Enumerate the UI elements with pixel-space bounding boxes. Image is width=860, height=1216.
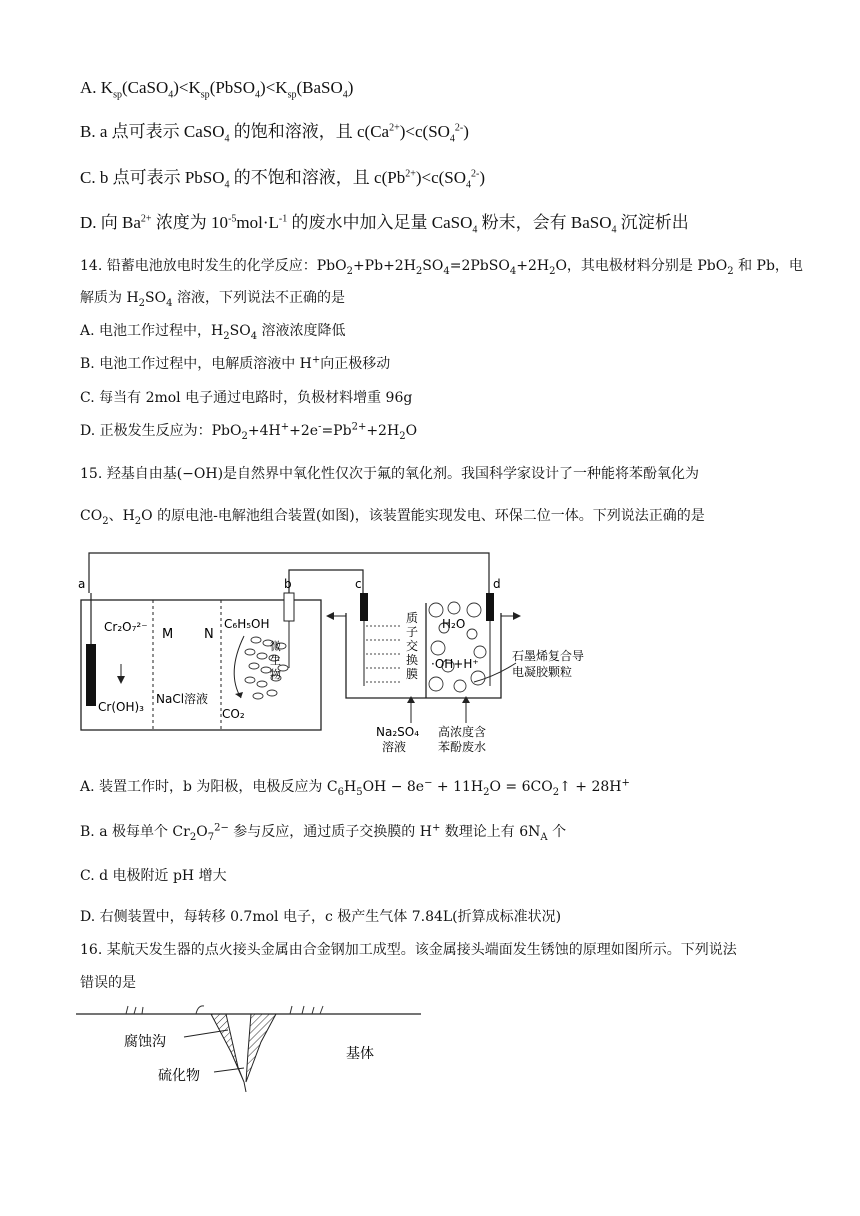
- membrane-4: 换: [406, 653, 419, 667]
- label-graphene-2: 电凝胶颗粒: [512, 665, 573, 679]
- label-croh: Cr(OH)₃: [98, 700, 144, 714]
- label-microbe-2: 生: [270, 654, 281, 667]
- label-d: d: [493, 577, 501, 591]
- q14-stem-line1: 14. 铅蓄电池放电时发生的化学反应：$PbO_2+Pb+2H_2SO_4=2PbSO_4+2H_2O$，其电极材料分别是 PbO$_2$ 和 Pb，电: [80, 258, 803, 277]
- q16-figure: [76, 1002, 426, 1092]
- q16-stem-line2: 错误的是: [80, 975, 136, 991]
- q15-option-c: C. d 电极附近 pH 增大: [80, 868, 227, 884]
- membrane-1: 质: [406, 611, 419, 625]
- label-waste-2: 苯酚废水: [438, 740, 487, 754]
- q14-option-a: A. 电池工作过程中，$H_2SO_4$ 溶液浓度降低: [80, 323, 346, 342]
- q13-option-a: A. $K_{sp}(CaSO_4)<K_{sp}(PbSO_4)<K_{sp}(BaSO_4)$: [80, 78, 354, 101]
- q15-figure: [76, 548, 616, 758]
- q14-option-c: C. 每当有 2mol 电子通过电路时，负极材料增重 96g: [80, 390, 413, 406]
- label-oh: ·OH+H⁺: [431, 657, 479, 671]
- q14-stem-line2: 解质为 $H_2SO_4$ 溶液，下列说法不正确的是: [80, 290, 345, 309]
- q13-option-b: B. a 点可表示 CaSO$_4$ 的饱和溶液，且 $c(Ca^{2+})<c(SO_4^{2-})$: [80, 122, 469, 145]
- label-phenol: C₆H₅OH: [224, 617, 270, 631]
- label-trench: 腐蚀沟: [124, 1034, 166, 1050]
- label-co2: CO₂: [222, 707, 245, 721]
- microbe-cluster: [245, 637, 288, 699]
- label-microbe-3: 物: [270, 668, 281, 681]
- label-h2o: H₂O: [442, 617, 466, 631]
- q15-option-b: B. a 极每单个 $Cr_2O_7^{2-}$ 参与反应，通过质子交换膜的 H+ 数理论上有 $6N_A$ 个: [80, 822, 567, 843]
- q14-option-d: D. 正极发生反应为：$PbO_2+4H^++2e^-=Pb^{2+}+2H_2O$: [80, 421, 418, 442]
- q13-option-c: C. b 点可表示 PbSO$_4$ 的不饱和溶液，且 $c(Pb^{2+})<c(SO_4^{2-})$: [80, 168, 486, 191]
- label-m: M: [162, 627, 174, 642]
- q16-stem-line1: 16. 某航天发生器的点火接头金属由合金钢加工成型。该金属接头端面发生锈蚀的原理如图所示。下列说法: [80, 942, 737, 958]
- label-na2so4: Na₂SO₄: [376, 725, 420, 739]
- label-graphene-1: 石墨烯复合导: [512, 649, 585, 663]
- q15-stem-line1: 15. 羟基自由基(−OH)是自然界中氧化性仅次于氟的氧化剂。我国科学家设计了一种能将苯酚氧化为: [80, 466, 700, 482]
- membrane-5: 膜: [406, 667, 419, 681]
- q13-option-d: D. 向 $Ba^{2+}$ 浓度为 $10^{-5}mol\cdot L^{-1}$ 的废水中加入足量 CaSO$_4$ 粉末，会有 BaSO$_4$ 沉淀析出: [80, 213, 689, 236]
- q15-stem-line2: $CO_2$、$H_2O$ 的原电池-电解池组合装置(如图)，该装置能实现发电、环保二位一体。下列说法正确的是: [80, 508, 705, 527]
- label-c: c: [355, 577, 362, 591]
- label-a: a: [78, 577, 86, 591]
- label-matrix: 基体: [346, 1046, 374, 1062]
- q15-option-d: D. 右侧装置中，每转移 0.7mol 电子，c 极产生气体 7.84L(折算成标准状况): [80, 909, 562, 925]
- membrane-3: 交: [406, 639, 419, 653]
- label-solution: 溶液: [382, 740, 407, 754]
- q15-option-a: A. 装置工作时，b 为阳极，电极反应为 $C_6H_5OH - 8e^- + 11H_2O$ = $6CO_2↑ + 28H^+$: [80, 777, 630, 798]
- label-sulfide: 硫化物: [158, 1068, 200, 1084]
- label-n: N: [204, 627, 214, 642]
- q14-option-b: B. 电池工作过程中，电解质溶液中 H+向正极移动: [80, 354, 391, 372]
- label-crox: Cr₂O₇²⁻: [104, 620, 148, 634]
- label-b: b: [284, 577, 292, 591]
- gel-particles: [429, 602, 486, 692]
- label-waste-1: 高浓度含: [438, 725, 487, 739]
- label-microbe-1: 微: [270, 640, 281, 653]
- membrane-2: 子: [406, 625, 419, 639]
- label-nacl: NaCl溶液: [156, 692, 209, 706]
